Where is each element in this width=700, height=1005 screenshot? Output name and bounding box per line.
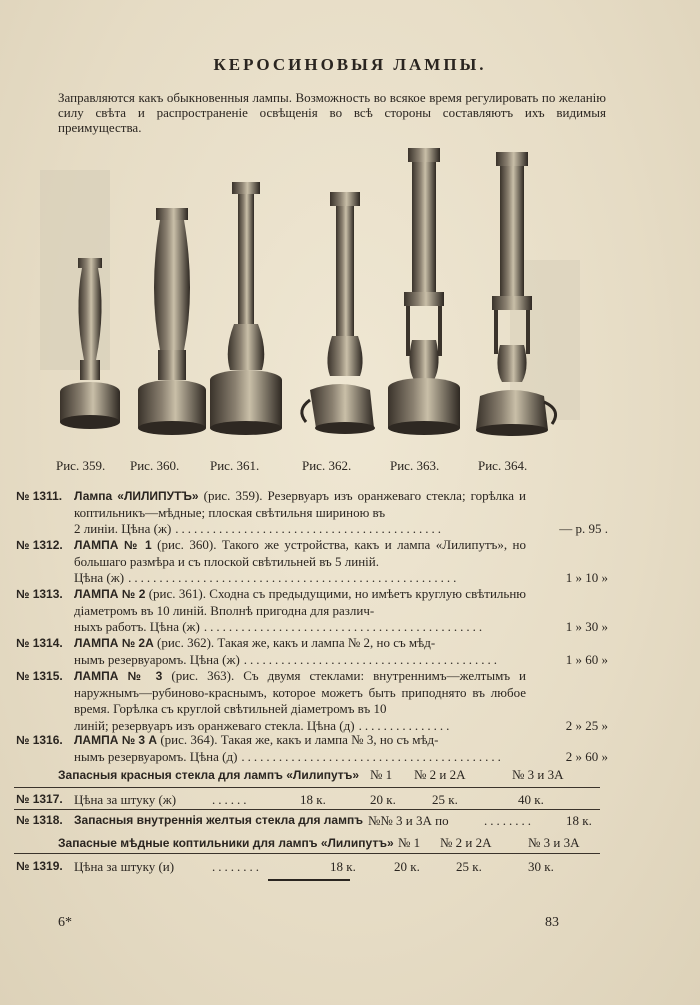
entry-last-line: ныхъ работъ. Цѣна (ж) (74, 619, 200, 634)
entry-name: Лампа «ЛИЛИПУТЪ» (74, 489, 199, 503)
row-label-tail: №№ 3 и 3А по (368, 813, 449, 828)
price-cell: 18 к. (330, 859, 356, 874)
dot-leader: ......................................... (243, 651, 501, 667)
dot-leader: ........................................... (175, 521, 445, 536)
figure-caption: Рис. 360. (130, 458, 180, 473)
figure-caption: Рис. 363. (390, 458, 440, 473)
price-cell: 18 к. (300, 792, 326, 807)
catalog-entry (16, 732, 608, 765)
entry-price: 1 » 10 » (565, 570, 608, 585)
entry-number: № 1311. (16, 489, 63, 503)
entry-description: (рис. 359). Резервуаръ изъ оранжеваго стекла; горѣлка и коптильникъ—мѣдные; плоская свѣтильня шириною въ (74, 488, 526, 520)
row-label: Цѣна за штуку (и) (74, 859, 175, 874)
price-cell: 25 к. (456, 859, 482, 874)
dot-leader: ...... (212, 792, 250, 807)
entry-number: № 1313. (16, 587, 63, 601)
rule (14, 809, 600, 810)
figure-caption: Рис. 361. (210, 458, 260, 473)
glass-section-heading: Запасныя красныя стекла для лампъ «Лилипутъ» (58, 768, 360, 782)
entry-name: ЛАМПА № 2А (74, 636, 154, 650)
dot-leader: ........ (212, 859, 262, 874)
price-cell: 25 к. (432, 792, 458, 807)
entry-number: № 1316. (16, 733, 63, 747)
rule (14, 787, 600, 788)
entry-name: ЛАМПА № 3 (74, 669, 163, 683)
row-label: Запасныя внутреннія желтыя стекла для лампъ (74, 813, 363, 827)
entry-number: № 1314. (16, 636, 63, 650)
entry-number: № 1317. (16, 792, 63, 806)
wick-section-heading: Запасные мѣдные коптильники для лампъ «Лилипутъ» (58, 836, 394, 850)
entry-last-line: Цѣна (ж) (74, 570, 125, 585)
catalog-entry (16, 586, 608, 636)
column-header: № 2 и 2А (440, 835, 492, 850)
price-cell: 18 к. (566, 813, 592, 828)
rule (14, 853, 600, 854)
column-header: № 3 и 3А (512, 767, 564, 782)
entry-price: 1 » 30 » (565, 619, 608, 634)
entry-description: (рис. 361). Сходна съ предыдущими, но имѣетъ круглую свѣтильню діаметромъ въ 10 линій. Вполнѣ пригодна для различ- (74, 586, 526, 618)
end-rule (268, 879, 350, 881)
dot-leader: ............................................. (203, 619, 486, 634)
entry-last-line: нымъ резервуаромъ. Цѣна (д) (74, 748, 238, 764)
figure-caption: Рис. 362. (302, 458, 352, 473)
entry-last-line: 2 линіи. Цѣна (ж) (74, 521, 172, 536)
entry-last-line: нымъ резервуаромъ. Цѣна (ж) (74, 651, 240, 667)
lamp-362-drawing (302, 192, 375, 434)
lamp-360-drawing (138, 208, 206, 435)
price-cell: 20 к. (394, 859, 420, 874)
entry-description: (рис. 363). Съ двумя стеклами: внутреннимъ—желтымъ и наружнымъ—рубиново-краснымъ, которое можетъ быть приподнято въ любое время. Горѣлка съ круглой свѣтильней діаметромъ въ 10 (74, 668, 527, 716)
entry-number: № 1315. (16, 669, 63, 683)
lamp-363-drawing (388, 148, 460, 435)
entry-description: (рис. 362). Такая же, какъ и лампа № 2, но съ мѣд- (153, 635, 436, 650)
dot-leader: .......................................... (241, 748, 504, 764)
column-header: № 1 (398, 835, 421, 850)
column-header: № 3 и 3А (528, 835, 580, 850)
entry-name: ЛАМПА № 1 (74, 538, 152, 552)
catalog-entry (16, 635, 608, 668)
entry-description: (рис. 364). Такая же, какъ и лампа № 3, но съ мѣд- (157, 732, 439, 747)
price-cell: 30 к. (528, 859, 554, 874)
page-number: 83 (545, 915, 559, 930)
dot-leader: ..................................................... (128, 570, 460, 585)
dot-leader: ............... (358, 717, 453, 733)
catalog-entry (16, 668, 608, 734)
entry-price: 2 » 25 » (565, 717, 608, 733)
entry-name: ЛАМПА № 3 А (74, 733, 158, 747)
entry-number: № 1319. (16, 859, 63, 873)
entry-name: ЛАМПА № 2 (74, 587, 146, 601)
catalog-entry (16, 488, 608, 538)
row-label: Цѣна за штуку (ж) (74, 792, 177, 807)
figure-caption: Рис. 364. (478, 458, 528, 473)
entry-price: — р. 95 . (559, 521, 608, 536)
dot-leader: ........ (484, 813, 534, 828)
price-cell: 40 к. (518, 792, 544, 807)
entry-number: № 1318. (16, 813, 63, 827)
price-cell: 20 к. (370, 792, 396, 807)
column-header: № 2 и 2А (414, 767, 466, 782)
catalog-entry (16, 537, 608, 587)
column-header: № 1 (370, 767, 393, 782)
page-title: КЕРОСИНОВЫЯ ЛАМПЫ. (213, 55, 487, 74)
entry-description: (рис. 360). Такого же устройства, какъ и лампа «Лилипутъ», но большаго размѣра и съ плоской свѣтильней въ 5 линій. (74, 537, 526, 569)
entry-last-line: линій; резервуаръ изъ оранжеваго стекла. Цѣна (д) (74, 717, 355, 733)
entry-price: 1 » 60 » (565, 651, 608, 667)
lamp-361-drawing (210, 182, 282, 435)
lamp-illustrations (40, 140, 580, 450)
entry-price: 2 » 60 » (565, 748, 608, 764)
intro-paragraph: Заправляются какъ обыкновенныя лампы. Возможность во всякое время регулировать по желанію силу свѣта и распространеніе освѣщенія во всѣ стороны составляютъ ихъ видимыя преимущества. (58, 90, 606, 135)
entry-number: № 1312. (16, 538, 63, 552)
signature-mark: 6* (58, 915, 72, 930)
figure-caption: Рис. 359. (56, 458, 106, 473)
